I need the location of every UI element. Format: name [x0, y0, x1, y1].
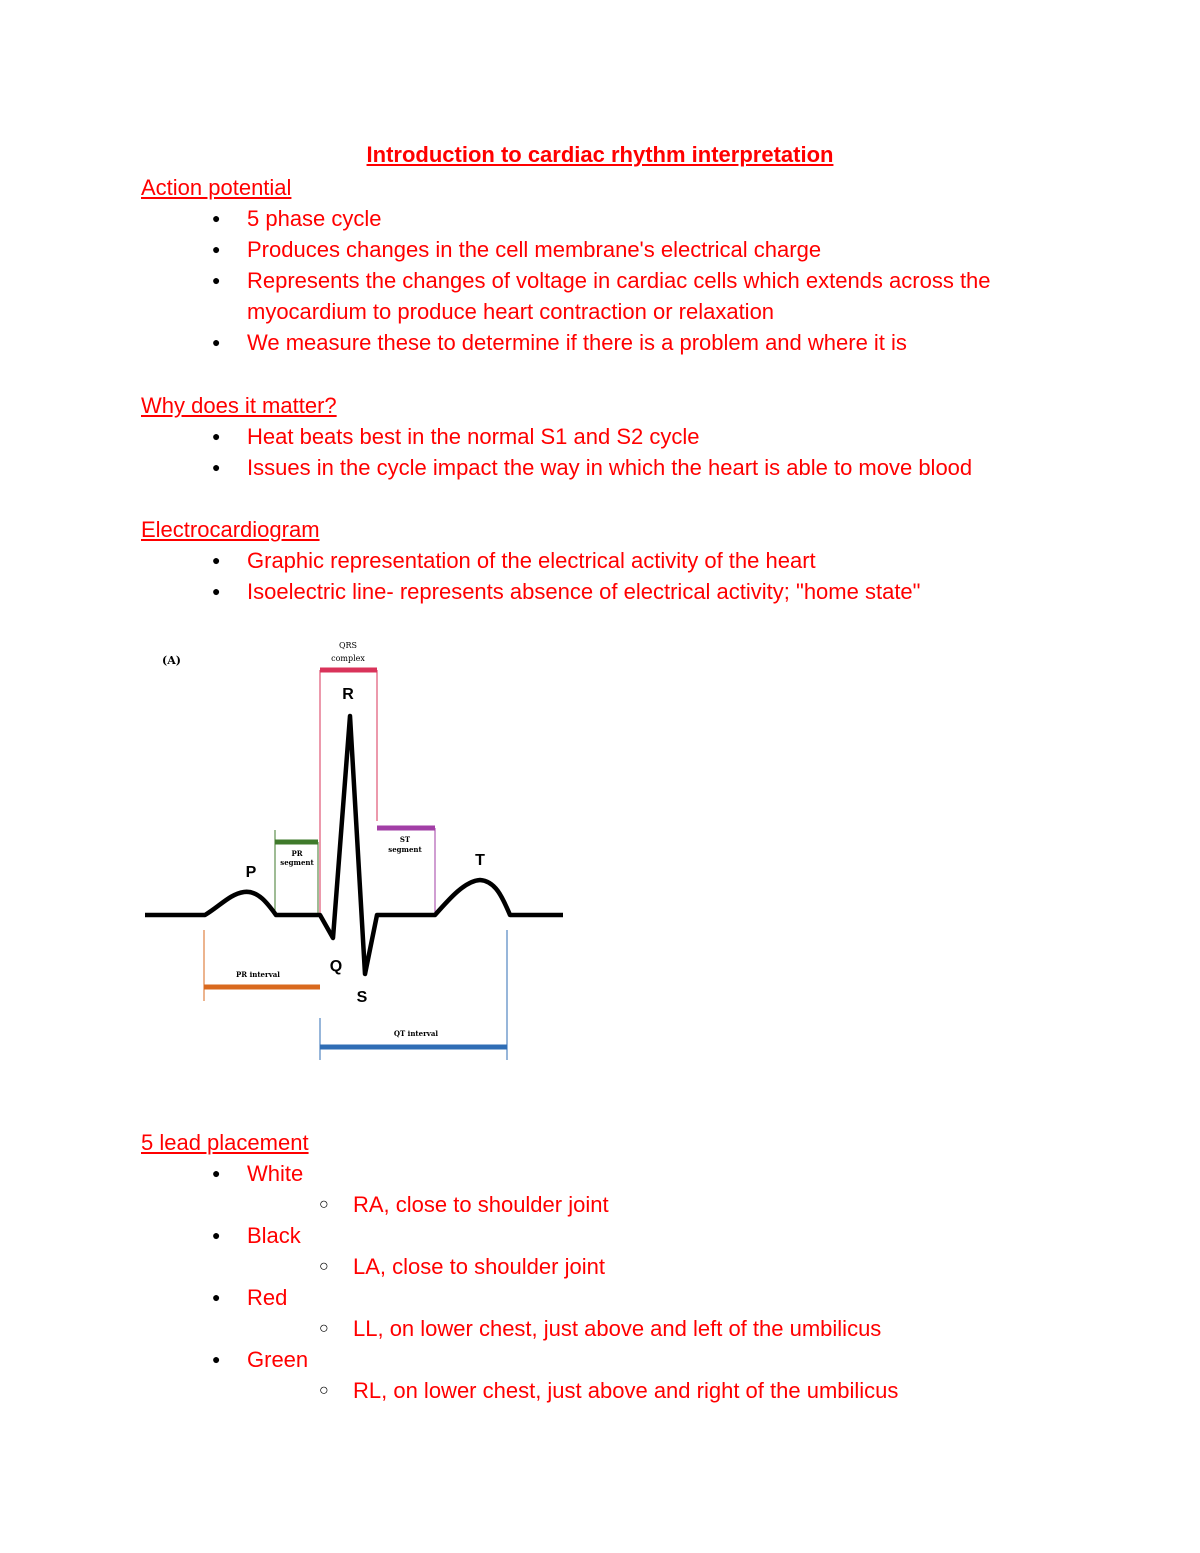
- st-segment-label-line2: segment: [388, 845, 422, 854]
- wave-r-label: R: [342, 686, 354, 703]
- bullet-icon: ●: [212, 459, 221, 475]
- bullet-list: [141, 203, 1141, 358]
- ecg-diagram: [140, 636, 570, 1066]
- st-segment-label-line1: ST: [399, 835, 411, 844]
- list-item: ● Isoelectric line- represents absence of electrical activity; "home state": [141, 576, 1141, 607]
- list-item: ● 5 phase cycle: [141, 203, 1141, 234]
- bullet-icon: ●: [212, 272, 221, 288]
- list-item: ● We measure these to determine if there is a problem and where it is: [141, 327, 1141, 358]
- panel-label: (A): [162, 654, 181, 667]
- bullet-icon: ●: [212, 1227, 221, 1243]
- bullet-icon: ●: [212, 1351, 221, 1367]
- pr-segment-label-line2: segment: [280, 858, 314, 867]
- lead-item-green: ● Green ○ RL, on lower chest, just above and right of the umbilicus: [141, 1344, 1141, 1406]
- bullet-list: [141, 421, 1141, 483]
- lead-item-black: ● Black ○ LA, close to shoulder joint: [141, 1220, 1141, 1282]
- lead-detail: ○ LA, close to shoulder joint: [141, 1251, 1141, 1282]
- circle-bullet-icon: ○: [319, 1258, 329, 1275]
- lead-list: [141, 1158, 1141, 1406]
- lead-item-white: ● White ○ RA, close to shoulder joint: [141, 1158, 1141, 1220]
- section-electrocardiogram: [141, 514, 1141, 607]
- qrs-label-line1: QRS: [338, 641, 358, 650]
- ecg-waveform: [145, 716, 563, 974]
- bullet-list: [141, 545, 1141, 607]
- circle-bullet-icon: ○: [319, 1382, 329, 1399]
- bullet-icon: ●: [212, 583, 221, 599]
- wave-p-label: P: [245, 864, 257, 881]
- list-item: ● Heat beats best in the normal S1 and S2 cycle: [141, 421, 1141, 452]
- section-heading: Electrocardiogram: [141, 517, 320, 542]
- bullet-icon: ●: [212, 1165, 221, 1181]
- section-heading: 5 lead placement: [141, 1130, 309, 1155]
- wave-q-label: Q: [329, 958, 343, 975]
- page-title: Introduction to cardiac rhythm interpretation: [366, 142, 834, 167]
- section-lead-placement: [141, 1127, 1141, 1406]
- bullet-icon: ●: [212, 334, 221, 350]
- qrs-label-line2: complex: [331, 654, 365, 663]
- list-item: ● Produces changes in the cell membrane's electrical charge: [141, 234, 1141, 265]
- list-item: ● Issues in the cycle impact the way in which the heart is able to move blood: [141, 452, 1141, 483]
- list-item: ● Represents the changes of voltage in cardiac cells which extends across the myocardium to produce heart contraction or relaxation: [141, 265, 1067, 327]
- bullet-icon: ●: [212, 428, 221, 444]
- wave-s-label: S: [356, 989, 368, 1006]
- qt-interval-label: QT interval: [393, 1029, 439, 1038]
- bullet-icon: ●: [212, 1289, 221, 1305]
- lead-item-red: ● Red ○ LL, on lower chest, just above and left of the umbilicus: [141, 1282, 1141, 1344]
- lead-detail: ○ LL, on lower chest, just above and left of the umbilicus: [141, 1313, 1141, 1344]
- section-heading: Action potential: [141, 175, 292, 200]
- section-why-it-matters: [141, 390, 1141, 483]
- pr-segment-label-line1: PR: [291, 849, 303, 858]
- section-action-potential: [141, 172, 1141, 358]
- pr-interval-label: PR interval: [236, 970, 280, 979]
- bullet-icon: ●: [212, 210, 221, 226]
- circle-bullet-icon: ○: [319, 1320, 329, 1337]
- lead-detail: ○ RA, close to shoulder joint: [141, 1189, 1141, 1220]
- wave-t-label: T: [475, 852, 485, 869]
- lead-detail: ○ RL, on lower chest, just above and right of the umbilicus: [141, 1375, 1141, 1406]
- list-item: ● Graphic representation of the electrical activity of the heart: [141, 545, 1141, 576]
- section-heading: Why does it matter?: [141, 393, 337, 418]
- circle-bullet-icon: ○: [319, 1196, 329, 1213]
- bullet-icon: ●: [212, 241, 221, 257]
- bullet-icon: ●: [212, 552, 221, 568]
